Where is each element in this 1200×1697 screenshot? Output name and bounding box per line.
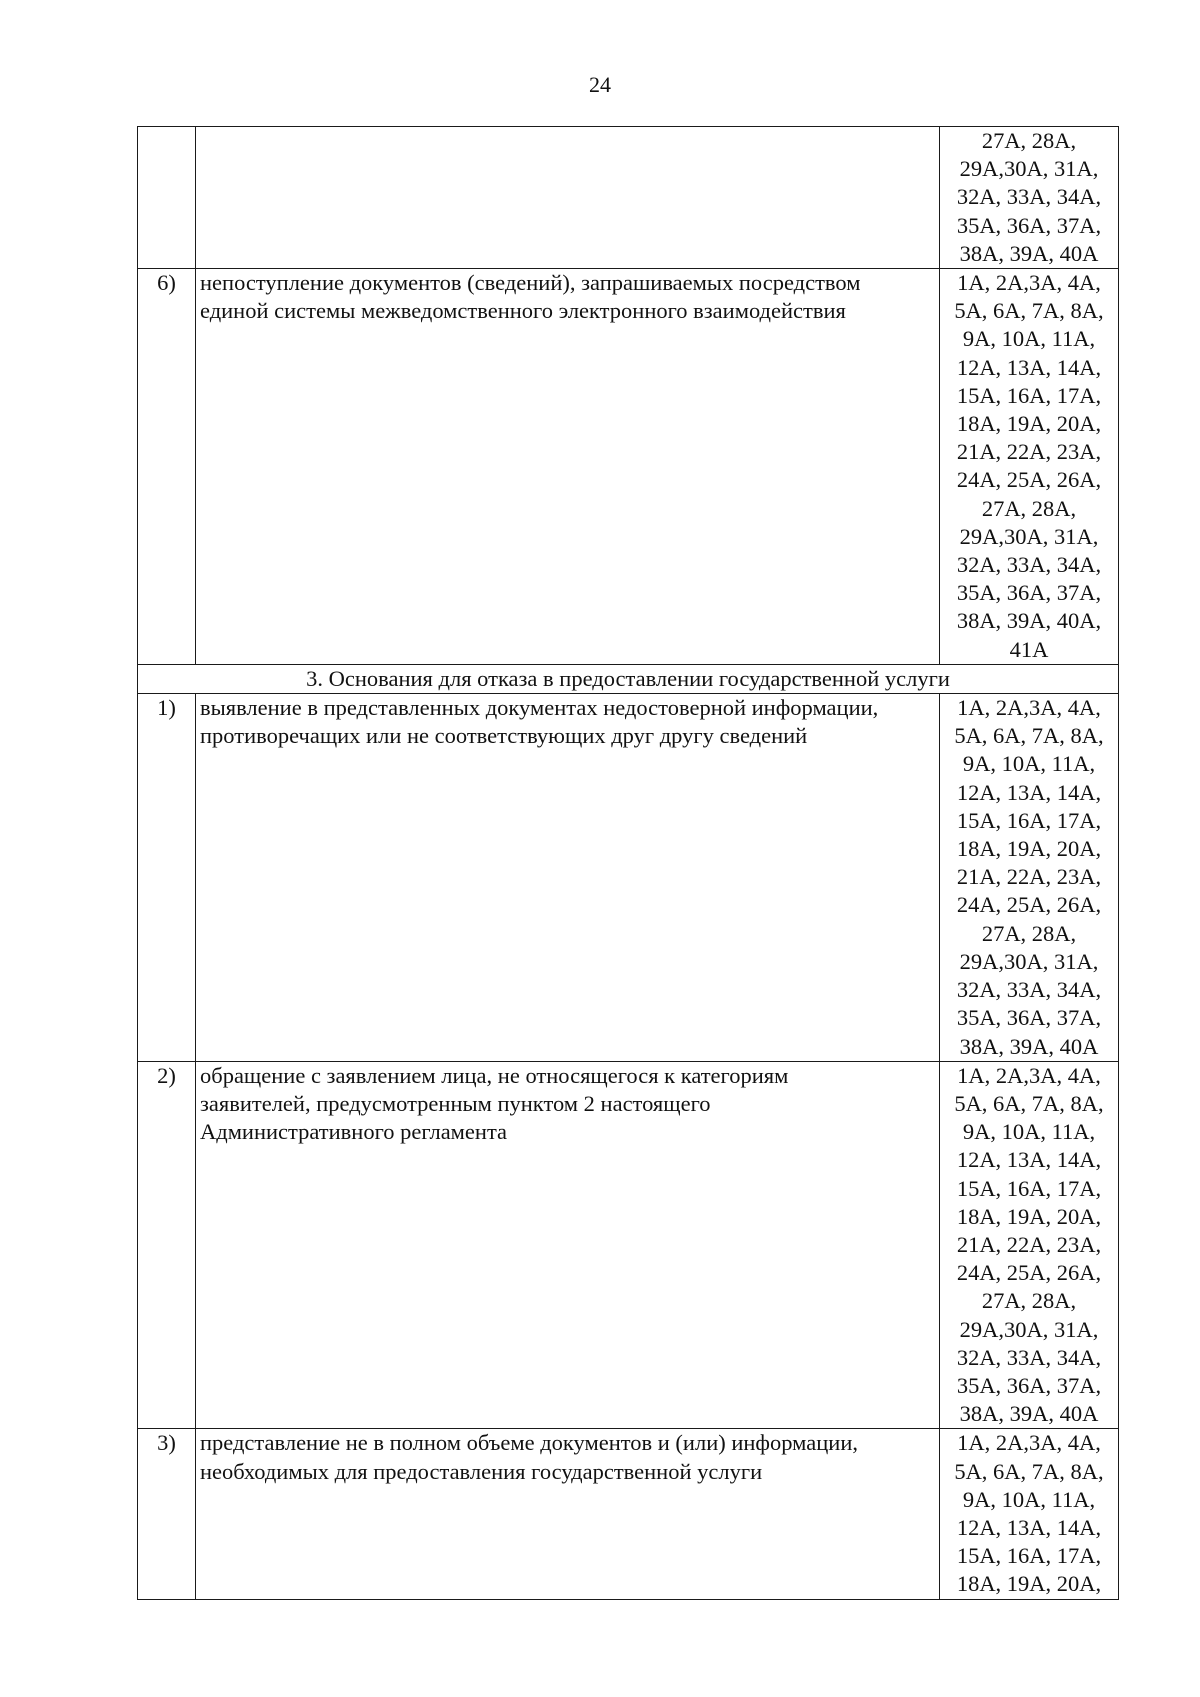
- item-description: [196, 127, 940, 269]
- code-line: 12A, 13A, 14A,: [956, 779, 1102, 805]
- code-line: 9A, 10A, 11A,: [962, 1119, 1096, 1145]
- code-line: 1A, 2A,3A, 4A,: [957, 1062, 1101, 1088]
- code-line: 27A, 28A,: [981, 495, 1077, 521]
- code-line: 38A, 39A, 40A: [959, 1033, 1099, 1059]
- code-line: 18A, 19A, 20A,: [956, 1571, 1102, 1597]
- code-line: 24A, 25A, 26A,: [956, 892, 1102, 918]
- table-row: [138, 269, 1119, 665]
- code-line: 29A,30A, 31A,: [959, 948, 1099, 974]
- item-description-line: противоречащих или не соответствующих друг другу сведений: [200, 723, 808, 749]
- code-line: 32A, 33A, 34A,: [956, 1344, 1102, 1370]
- item-codes: [940, 1061, 1119, 1429]
- code-line: 1A, 2A,3A, 4A,: [957, 1430, 1101, 1456]
- item-number: 2): [138, 1061, 196, 1429]
- code-line: 29A,30A, 31A,: [959, 1316, 1099, 1342]
- item-description: [196, 269, 940, 665]
- code-line: 32A, 33A, 34A,: [956, 977, 1102, 1003]
- table-body: [138, 127, 1119, 1600]
- code-line: 9A, 10A, 11A,: [962, 1486, 1096, 1512]
- item-codes: [940, 127, 1119, 269]
- code-line: 35A, 36A, 37A,: [956, 212, 1102, 238]
- table-row: [138, 694, 1119, 1062]
- code-line: 21A, 22A, 23A,: [956, 1231, 1102, 1257]
- code-line: 12A, 13A, 14A,: [956, 354, 1102, 380]
- code-line: 24A, 25A, 26A,: [956, 467, 1102, 493]
- item-number: 1): [138, 694, 196, 1062]
- page-number: 24: [589, 72, 611, 97]
- code-line: 5A, 6A, 7A, 8A,: [954, 298, 1104, 324]
- code-line: 35A, 36A, 37A,: [956, 1005, 1102, 1031]
- code-line: 18A, 19A, 20A,: [956, 836, 1102, 862]
- item-description-line: Административного регламента: [200, 1119, 508, 1145]
- section-heading: 3. Основания для отказа в предоставлении государственной услуги: [138, 664, 1119, 693]
- continuation-row: [138, 127, 1119, 269]
- code-line: 29A,30A, 31A,: [959, 523, 1099, 549]
- code-line: 5A, 6A, 7A, 8A,: [954, 1458, 1104, 1484]
- item-description-line: выявление в представленных документах недостоверной информации,: [200, 695, 879, 721]
- item-number: 3): [138, 1429, 196, 1599]
- item-description-line: заявителей, предусмотренным пунктом 2 настоящего: [200, 1090, 711, 1116]
- code-line: 18A, 19A, 20A,: [956, 1203, 1102, 1229]
- item-description: [196, 1061, 940, 1429]
- code-line: 15A, 16A, 17A,: [956, 1175, 1102, 1201]
- code-line: 21A, 22A, 23A,: [956, 439, 1102, 465]
- code-line: 27A, 28A,: [981, 128, 1077, 153]
- code-line: 32A, 33A, 34A,: [956, 184, 1102, 210]
- code-line: 32A, 33A, 34A,: [956, 552, 1102, 578]
- code-line: 35A, 36A, 37A,: [956, 580, 1102, 606]
- item-description-line: непоступление документов (сведений), запрашиваемых посредством: [200, 270, 861, 296]
- code-line: 29A,30A, 31A,: [959, 156, 1099, 182]
- code-line: 24A, 25A, 26A,: [956, 1260, 1102, 1286]
- item-codes: [940, 269, 1119, 665]
- code-line: 15A, 16A, 17A,: [956, 382, 1102, 408]
- item-codes: [940, 694, 1119, 1062]
- item-description-line: единой системы межведомственного электронного взаимодействия: [200, 298, 846, 324]
- item-description-line: представление не в полном объеме документов и (или) информации,: [200, 1430, 858, 1456]
- code-line: 38A, 39A, 40A,: [956, 608, 1102, 634]
- code-line: 1A, 2A,3A, 4A,: [957, 695, 1101, 721]
- code-line: 12A, 13A, 14A,: [956, 1147, 1102, 1173]
- code-line: 38A, 39A, 40A: [959, 240, 1099, 266]
- code-line: 15A, 16A, 17A,: [956, 1543, 1102, 1569]
- code-line: 1A, 2A,3A, 4A,: [957, 270, 1101, 296]
- code-line: 15A, 16A, 17A,: [956, 807, 1102, 833]
- code-line: 9A, 10A, 11A,: [962, 751, 1096, 777]
- table-row: [138, 1061, 1119, 1429]
- item-number: 6): [138, 269, 196, 665]
- item-description-line: необходимых для предоставления государственной услуги: [200, 1458, 763, 1484]
- grounds-table: [137, 126, 1119, 1600]
- code-line: 12A, 13A, 14A,: [956, 1514, 1102, 1540]
- code-line: 18A, 19A, 20A,: [956, 411, 1102, 437]
- code-line: 27A, 28A,: [981, 920, 1077, 946]
- item-description-line: обращение с заявлением лица, не относящегося к категориям: [200, 1062, 789, 1088]
- code-line: 38A, 39A, 40A: [959, 1401, 1099, 1427]
- item-codes: [940, 1429, 1119, 1599]
- item-description: [196, 694, 940, 1062]
- item-number: [138, 127, 196, 269]
- code-line: 35A, 36A, 37A,: [956, 1372, 1102, 1398]
- section-header-row: [138, 664, 1119, 693]
- code-line: 9A, 10A, 11A,: [962, 326, 1096, 352]
- code-line: 41A: [1009, 636, 1049, 662]
- code-line: 21A, 22A, 23A,: [956, 864, 1102, 890]
- item-description: [196, 1429, 940, 1599]
- code-line: 5A, 6A, 7A, 8A,: [954, 1090, 1104, 1116]
- code-line: 27A, 28A,: [981, 1288, 1077, 1314]
- table-row: [138, 1429, 1119, 1599]
- code-line: 5A, 6A, 7A, 8A,: [954, 723, 1104, 749]
